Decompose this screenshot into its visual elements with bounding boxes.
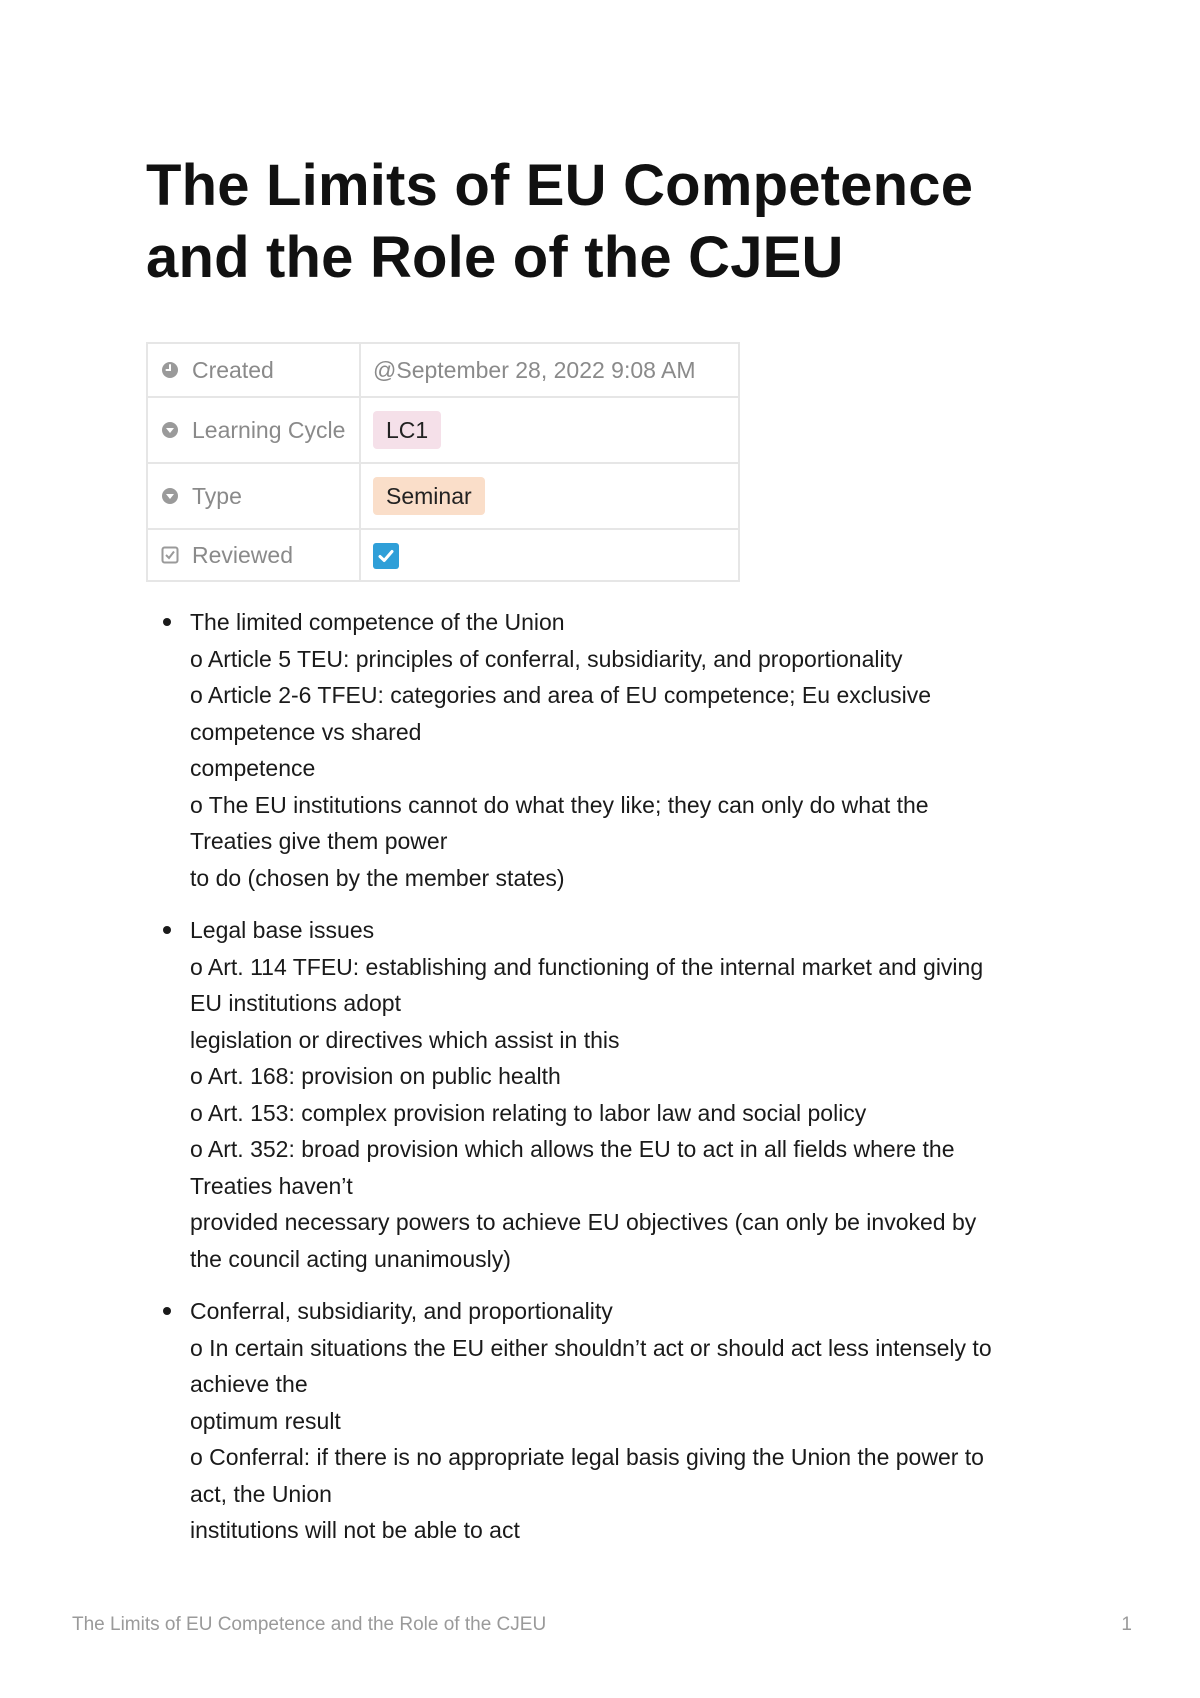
title-line-1: The Limits of EU Competence [146,153,974,218]
reviewed-checkbox[interactable] [373,543,399,569]
footer-title: The Limits of EU Competence and the Role of the CJEU [72,1614,547,1635]
text-line: o Art. 168: provision on public health [190,1063,561,1089]
notes-list [146,604,1046,1549]
text-line: institutions will not be able to act [190,1517,520,1543]
properties-table [146,342,740,582]
type-tag[interactable]: Seminar [373,477,485,515]
text-line: o Art. 153: complex provision relating to labor law and social policy [190,1099,867,1126]
text-line: o The EU institutions cannot do what they like; they can only do what the [190,791,929,818]
title-line-2: and the Role of the CJEU [146,225,844,290]
text-line: o In certain situations the EU either shouldn’t act or should act less intensely to [190,1334,992,1361]
text-line: o Article 2-6 TFEU: categories and area of EU competence; Eu exclusive [190,682,932,708]
text-line: competence [190,755,316,781]
text-line: competence vs shared [190,718,422,745]
page-number: 1 [1121,1614,1132,1635]
property-label-learning-cycle: Learning Cycle [192,416,346,443]
text-line: o Art. 352: broad provision which allows the EU to act in all fields where the [190,1136,955,1162]
property-row-created [147,343,739,397]
text-line: EU institutions adopt [190,990,401,1016]
property-label-created: Created [192,356,274,383]
text-line: o Art. 114 TFEU: establishing and functioning of the internal market and giving [190,953,984,980]
property-row-reviewed [147,529,739,581]
text-line: Legal base issues [190,917,375,943]
text-line: legislation or directives which assist in this [190,1026,620,1053]
property-row-learning-cycle [147,397,739,463]
created-date-value[interactable]: @September 28, 2022 9:08 AM [373,356,696,383]
clock-icon [160,360,180,380]
text-line: provided necessary powers to achieve EU objectives (can only be invoked by [190,1209,977,1235]
learning-cycle-tag[interactable]: LC1 [373,411,441,449]
list-item [190,912,1046,1277]
text-line: achieve the [190,1371,308,1397]
document-page [146,150,1046,1565]
list-item [190,1293,1046,1549]
property-label-type: Type [192,482,242,509]
select-icon [160,486,180,506]
text-line: The limited competence of the Union [190,609,565,635]
text-line: Treaties haven’t [190,1172,353,1199]
checkbox-icon [160,545,180,565]
text-line: act, the Union [190,1480,332,1507]
text-line: the council acting unanimously) [190,1245,511,1272]
text-line: Conferral, subsidiarity, and proportionality [190,1298,613,1324]
property-label-reviewed: Reviewed [192,541,293,568]
property-row-type [147,463,739,529]
checkmark-icon [376,546,396,566]
text-line: to do (chosen by the member states) [190,864,565,891]
page-footer [72,1614,1132,1636]
list-item [190,604,1046,896]
text-line: optimum result [190,1407,341,1434]
text-line: Treaties give them power [190,828,448,854]
text-line: o Article 5 TEU: principles of conferral, subsidiarity, and proportionality [190,645,903,672]
select-icon [160,420,180,440]
text-line: o Conferral: if there is no appropriate legal basis giving the Union the power to [190,1444,984,1470]
page-title [146,150,1046,294]
